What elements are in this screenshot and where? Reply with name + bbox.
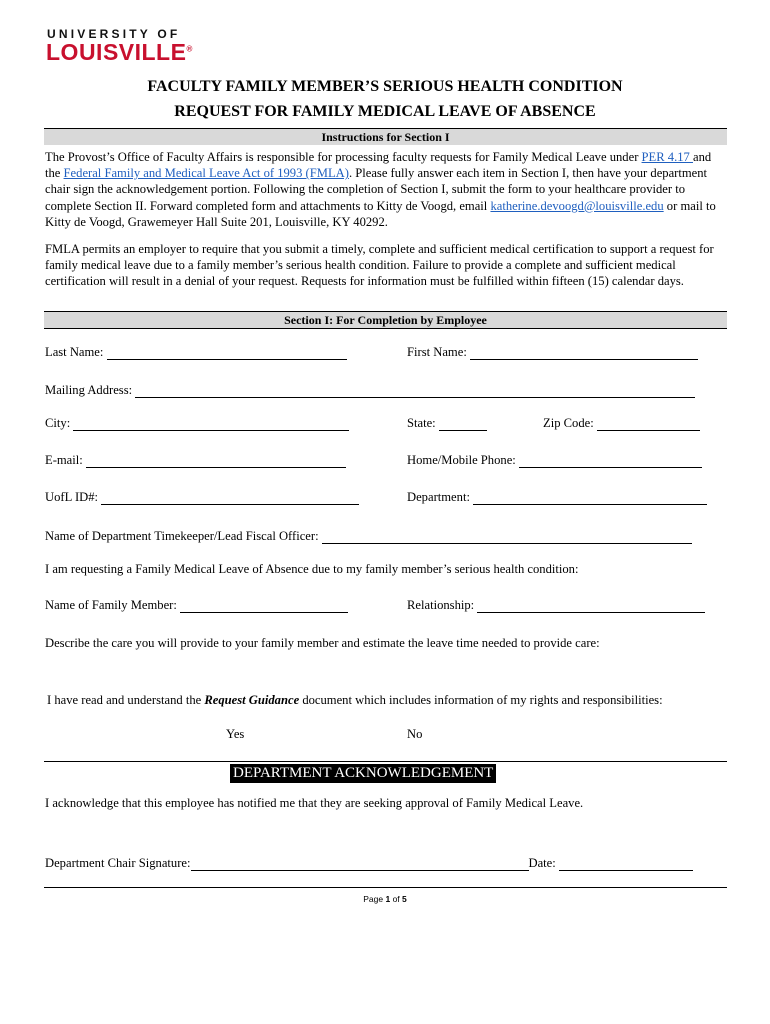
phone-field[interactable] bbox=[519, 455, 702, 468]
timekeeper-field[interactable] bbox=[322, 531, 692, 544]
department-field[interactable] bbox=[473, 492, 707, 505]
department-label: Department: bbox=[407, 490, 470, 504]
read-understand-statement bbox=[47, 693, 663, 708]
first-name-field[interactable] bbox=[470, 347, 698, 360]
read-text-a: I have read and understand the bbox=[47, 693, 205, 707]
uofl-id-label: UofL ID#: bbox=[45, 490, 99, 504]
instructions-paragraph-1 bbox=[45, 149, 725, 230]
city-field[interactable] bbox=[73, 418, 349, 431]
last-name-row bbox=[45, 345, 347, 360]
read-text-b: document which includes information of my rights and responsibilities: bbox=[299, 693, 663, 707]
zip-label: Zip Code: bbox=[543, 416, 594, 430]
state-field[interactable] bbox=[439, 418, 487, 431]
relationship-field[interactable] bbox=[477, 600, 705, 613]
department-ack-heading: DEPARTMENT ACKNOWLEDGEMENT bbox=[230, 764, 496, 783]
request-guidance-emphasis: Request Guidance bbox=[204, 693, 300, 707]
email-label: E-mail: bbox=[45, 453, 83, 467]
footer-separator bbox=[44, 887, 727, 888]
date-field[interactable] bbox=[559, 858, 693, 871]
logo-louisville bbox=[46, 39, 193, 66]
zip-row bbox=[543, 416, 700, 431]
email-field[interactable] bbox=[86, 455, 346, 468]
email-link[interactable]: katherine.devoogd@louisville.edu bbox=[490, 198, 664, 213]
department-separator bbox=[44, 761, 727, 762]
page-of: of bbox=[390, 894, 403, 904]
requesting-statement: I am requesting a Family Medical Leave of Absence due to my family member’s serious health condition: bbox=[45, 562, 579, 576]
date-label: Date: bbox=[528, 856, 556, 870]
page-current: 1 bbox=[385, 894, 391, 904]
first-name-label: First Name: bbox=[407, 345, 467, 359]
instr-text-c: . Please fully answer each item in Section I, then have your department chair sign the acknowledgement portion. Following the completion of Section I, submit the form to your healthcare provider to complete Section II. Forward completed form and attachments to Kitty de Voogd, email bbox=[45, 166, 708, 213]
page-word: Page bbox=[363, 894, 386, 904]
fmla-link[interactable]: Federal Family and Medical Leave Act of 1993 (FMLA) bbox=[63, 166, 349, 181]
city-label: City: bbox=[45, 416, 71, 430]
phone-row bbox=[407, 453, 702, 468]
form-title-line2: REQUEST FOR FAMILY MEDICAL LEAVE OF ABSENCE bbox=[174, 103, 596, 120]
registered-mark: ® bbox=[186, 44, 193, 54]
family-member-field[interactable] bbox=[180, 600, 348, 613]
page-number bbox=[0, 894, 770, 904]
first-name-row bbox=[407, 345, 698, 360]
state-label: State: bbox=[407, 416, 436, 430]
timekeeper-label: Name of Department Timekeeper/Lead Fiscal Officer: bbox=[45, 529, 319, 543]
instr-text-d: or mail to Kitty de Voogd, Grawemeyer Hall Suite 201, Louisville, KY 40292. bbox=[45, 198, 716, 229]
city-row bbox=[45, 416, 349, 431]
department-row bbox=[407, 490, 707, 505]
acknowledge-statement: I acknowledge that this employee has notified me that they are seeking approval of Family Medical Leave. bbox=[45, 796, 584, 810]
section1-heading: Section I: For Completion by Employee bbox=[44, 311, 727, 329]
family-member-row bbox=[45, 598, 348, 613]
logo-wordmark: LOUISVILLE bbox=[46, 39, 187, 65]
instructions-heading: Instructions for Section I bbox=[44, 128, 727, 145]
uofl-id-row bbox=[45, 490, 359, 505]
logo-university-of: UNIVERSITY OF bbox=[47, 27, 181, 41]
last-name-label: Last Name: bbox=[45, 345, 104, 359]
uofl-id-field[interactable] bbox=[101, 492, 359, 505]
timekeeper-row bbox=[45, 529, 692, 544]
chair-signature-field[interactable] bbox=[191, 858, 529, 871]
instructions-paragraph-2: FMLA permits an employer to require that you submit a timely, complete and sufficient medical certification to support a request for family medical leave due to a family member’s serious health condition. Failure to provide a complete and sufficient medical certification will result in a denial of your request. Requests for information must be fulfilled within fifteen (15) calendar days. bbox=[45, 242, 714, 289]
phone-label: Home/Mobile Phone: bbox=[407, 453, 516, 467]
form-title-line1: FACULTY FAMILY MEMBER’S SERIOUS HEALTH CONDITION bbox=[147, 78, 623, 95]
mailing-row bbox=[45, 383, 695, 398]
relationship-row bbox=[407, 598, 705, 613]
relationship-label: Relationship: bbox=[407, 598, 475, 612]
page-total: 5 bbox=[402, 894, 407, 904]
signature-row bbox=[45, 856, 693, 871]
family-member-label: Name of Family Member: bbox=[45, 598, 177, 612]
describe-care-label: Describe the care you will provide to your family member and estimate the leave time needed to provide care: bbox=[45, 636, 600, 650]
instr-text-a: The Provost’s Office of Faculty Affairs is responsible for processing faculty requests for Family Medical Leave under bbox=[45, 150, 642, 164]
per-4-17-link[interactable]: PER 4.17 bbox=[641, 150, 693, 164]
last-name-field[interactable] bbox=[107, 347, 347, 360]
mailing-address-field[interactable] bbox=[135, 385, 695, 398]
instr-text-b: and the bbox=[45, 150, 712, 181]
email-row bbox=[45, 453, 346, 468]
yes-option[interactable]: Yes bbox=[226, 727, 245, 741]
no-option[interactable]: No bbox=[407, 727, 423, 741]
mailing-address-label: Mailing Address: bbox=[45, 383, 133, 397]
chair-signature-label: Department Chair Signature: bbox=[45, 856, 191, 870]
zip-field[interactable] bbox=[597, 418, 700, 431]
state-row bbox=[407, 416, 487, 431]
